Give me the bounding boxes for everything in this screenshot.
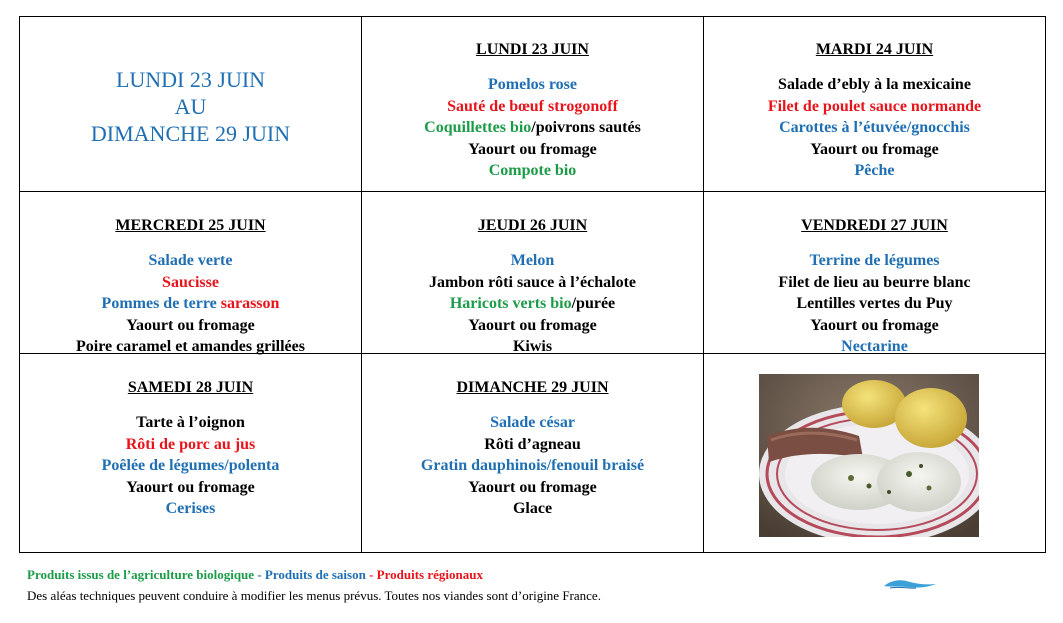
dish-item [704, 117, 1045, 139]
dish-item [362, 477, 703, 499]
dish-list [362, 412, 703, 520]
plate-photo-icon [759, 374, 979, 537]
legend-region: Produits régionaux [376, 567, 483, 582]
day-cell-vendredi [704, 192, 1046, 354]
dish-list [704, 250, 1045, 358]
week-title-line3: DIMANCHE 29 JUIN [90, 120, 291, 146]
day-heading: MARDI 24 JUIN [815, 41, 934, 58]
dish-text: Nectarine [841, 338, 908, 355]
dish-item [362, 96, 703, 118]
dish-text: Carottes à l’étuvée/gnocchis [779, 119, 970, 136]
day-heading: SAMEDI 28 JUIN [127, 379, 254, 396]
dish-text: sarasson [220, 295, 280, 312]
dish-item [362, 74, 703, 96]
dish-text: Yaourt ou fromage [468, 316, 597, 334]
dish-item [362, 412, 703, 434]
dish-item [362, 434, 703, 456]
dish-text: Yaourt ou fromage [126, 478, 255, 496]
dish-text: Poire caramel et amandes grillées [76, 338, 305, 355]
dish-item [704, 160, 1045, 182]
day-heading: JEUDI 26 JUIN [477, 217, 588, 234]
dish-text: Yaourt ou fromage [810, 316, 939, 334]
dish-text: Compote bio [488, 162, 577, 179]
dish-text: Pomelos rose [487, 76, 577, 93]
dish-text: Filet de lieu au beurre blanc [778, 273, 971, 291]
dish-text: Kiwis [512, 338, 553, 355]
dish-item [20, 434, 361, 456]
dish-text: Glace [512, 500, 553, 517]
dish-text: Sauté de bœuf strogonoff [447, 97, 618, 115]
dish-item [362, 250, 703, 272]
dish-text: Coquillettes bio [424, 119, 532, 136]
dish-text: Rôti d’agneau [484, 435, 581, 453]
dish-text: Salade verte [148, 252, 233, 269]
dish-text: Cerises [165, 500, 216, 517]
legend [27, 567, 483, 583]
dish-item [362, 117, 703, 139]
dish-text: Yaourt ou fromage [810, 140, 939, 158]
legend-bio: Produits issus de l’agriculture biologique [27, 567, 255, 582]
dish-list [20, 412, 361, 520]
dish-item [704, 293, 1045, 315]
day-cell-jeudi [362, 192, 704, 354]
dish-text: Rôti de porc au jus [125, 435, 256, 453]
dish-item [362, 455, 703, 477]
legend-separator: - [254, 567, 265, 582]
dish-item [20, 455, 361, 477]
week-title-line2: AU [174, 93, 207, 119]
day-heading: VENDREDI 27 JUIN [801, 217, 948, 234]
dish-list [20, 250, 361, 358]
dish-text: Filet de poulet sauce normande [767, 97, 982, 115]
dish-text: Yaourt ou fromage [468, 140, 597, 158]
day-heading: DIMANCHE 29 JUIN [456, 379, 609, 396]
dish-item [20, 412, 361, 434]
dish-text: Poêlée de légumes/polenta [101, 457, 280, 474]
dish-item [704, 74, 1045, 96]
dish-item [362, 272, 703, 294]
dish-text: Salade d’ebly à la mexicaine [778, 76, 971, 93]
swoosh-icon [880, 576, 940, 596]
dish-text: Lentilles vertes du Puy [796, 295, 953, 312]
day-cell-lundi [362, 17, 704, 192]
dish-item [20, 498, 361, 520]
dish-text: Salade césar [490, 414, 575, 431]
dish-list [704, 74, 1045, 182]
dish-item [362, 160, 703, 182]
dish-text: Pêche [854, 162, 895, 179]
week-title [20, 17, 362, 192]
dish-text: Gratin dauphinois/fenouil braisé [420, 457, 645, 474]
legend-separator: - [365, 567, 377, 582]
dish-item [362, 498, 703, 520]
dish-text: Saucisse [162, 273, 219, 291]
dish-text: Melon [510, 252, 555, 269]
legend-saison: Produits de saison [264, 567, 366, 582]
dish-text: Yaourt ou fromage [468, 478, 597, 496]
dish-item [20, 293, 361, 315]
dish-item [362, 315, 703, 337]
disclaimer-note: Des aléas techniques peuvent conduire à modifier les menus prévus. Toutes nos viandes sont d’origine France. [27, 588, 601, 603]
dish-item [704, 139, 1045, 161]
dish-text: Pommes de terre [101, 295, 221, 312]
dish-item [362, 139, 703, 161]
dish-text: /purée [571, 295, 616, 312]
dish-text: Terrine de légumes [809, 252, 940, 269]
dish-item [704, 250, 1045, 272]
day-cell-mardi [704, 17, 1046, 192]
dish-item [20, 477, 361, 499]
week-title-line1: LUNDI 23 JUIN [115, 66, 266, 92]
dish-list [362, 74, 703, 182]
dish-item [20, 272, 361, 294]
dish-item [20, 315, 361, 337]
dish-text: Haricots verts bio [449, 295, 572, 312]
dish-text: Jambon rôti sauce à l’échalote [428, 273, 637, 291]
menu-grid [19, 16, 1046, 553]
day-cell-samedi [20, 354, 362, 553]
photo-cell [704, 354, 1046, 553]
dish-item [20, 250, 361, 272]
dish-item [704, 272, 1045, 294]
day-heading: LUNDI 23 JUIN [476, 41, 589, 58]
day-heading: MERCREDI 25 JUIN [115, 217, 266, 234]
dish-list [362, 250, 703, 358]
dish-item [704, 315, 1045, 337]
day-cell-mercredi [20, 192, 362, 354]
dish-text: Yaourt ou fromage [126, 316, 255, 334]
day-cell-dimanche [362, 354, 704, 553]
dish-item [362, 293, 703, 315]
dish-text: /poivrons sautés [531, 119, 641, 136]
dish-text: Tarte à l’oignon [136, 414, 245, 431]
dish-item [704, 96, 1045, 118]
